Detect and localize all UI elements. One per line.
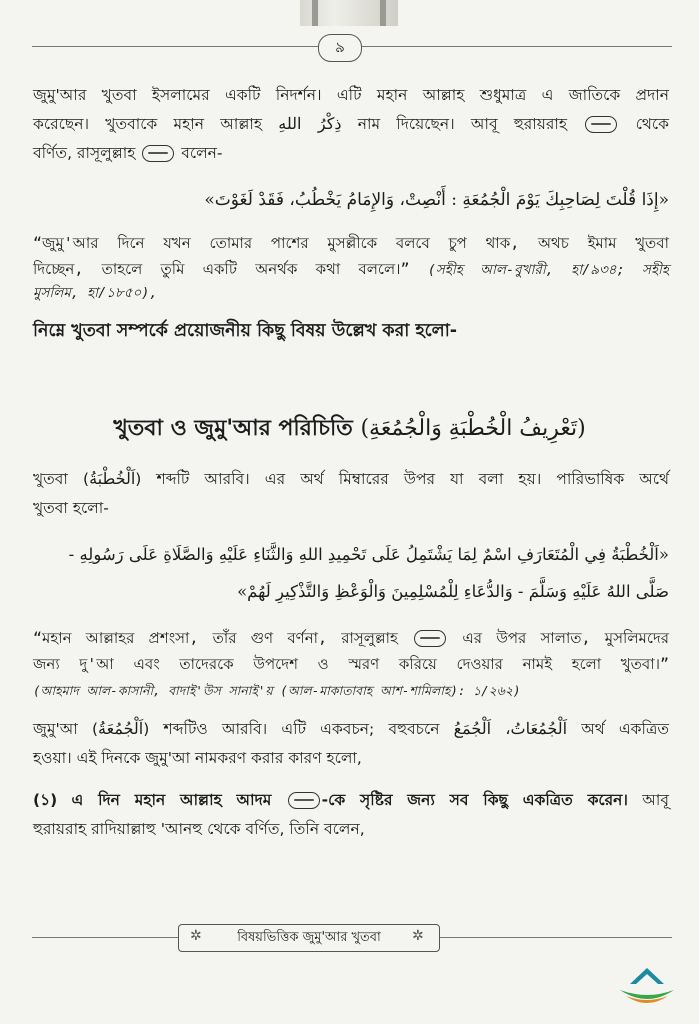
- para1-line1: জুমু'আর খুতবা ইসলামের একটি নিদর্শন। এটি মহান আল্লাহ শুধুমাত্র এ জাতিকে প্রদান: [33, 86, 669, 104]
- point1-line2: হুরায়রাহ রাদিয়াল্লাহু 'আনহু থেকে বর্ণিত, তিনি বলেন,: [33, 820, 365, 838]
- definition-bn-line1-text-b: এর উপর সালাত, মুসলিমদের: [462, 629, 670, 647]
- hadith1-bn-line2: [33, 257, 669, 283]
- section-heading-arabic: (تَعْرِيفُ الْخُطْبَةِ وَالْجُمُعَةِ): [360, 416, 586, 441]
- para3-line1-text-c: অর্থ একত্রিত: [581, 720, 669, 738]
- jumuah-arabic: اَلْجُمُعَةُ: [98, 719, 144, 738]
- para3-line1-text-a: জুমু'আ (: [33, 720, 99, 738]
- para3-line2: হওয়া। এই দিনকে জুমু'আ নামকরণ করার কারণ হলো,: [33, 749, 362, 767]
- footer-ornament-right-icon: ✲: [412, 928, 424, 944]
- footer-ornament-left-icon: ✲: [190, 928, 202, 944]
- hadith1-bn-line2-text: দিচ্ছেন, তাহলে তুমি একটি অনর্থক কথা বললে।”: [33, 260, 410, 278]
- definition-ref: (আহমাদ আল-কাসানী, বাদাই'উস সানাই'য় (আল-মাকাতাবাহ আশ-শামিলাহ): ১/২৬২): [33, 683, 521, 698]
- point1-number: (১): [33, 791, 58, 809]
- hadith1-ref-b: মুসলিম, হা/১৮৫০),: [33, 285, 158, 301]
- section-heading: [0, 412, 699, 446]
- para2-line1-text-a: খুতবা (: [33, 470, 90, 488]
- footer-title-box: [178, 924, 440, 952]
- para3-line1-text-b: ) শব্দটিও আরবি। এটি একবচন; বহুবচনে: [143, 720, 440, 738]
- footer-title: বিষয়ভিত্তিক জুমু'আর খুতবা: [237, 930, 381, 945]
- definition-arabic-line1: «اَلْخُطْبَةُ فِي الْمُتَعَارَفِ اسْمٌ لِمَا يَشْتَمِلُ عَلَى تَحْمِيدِ اللهِ وَالثَّنَاءِ عَلَيْهِ وَالصَّلَاةِ عَلَى رَسُولِهِ -: [68, 545, 669, 564]
- para1-line2-text-a: করেছেন। খুতবাকে মহান আল্লাহ: [33, 115, 263, 133]
- section-heading-bn: খুতবা ও জুমু'আর পরিচিতি: [113, 416, 353, 441]
- para1-line3: [33, 140, 669, 166]
- para1-line3-text-a: বর্ণিত, রাসূলুল্লাহ: [33, 144, 136, 162]
- hadith1-ref-a: (সহীহ আল-বুখারী, হা/৯৩৪; সহীহ: [427, 262, 669, 278]
- point1-line1-text-a: এ দিন মহান আল্লাহ আদম: [71, 791, 272, 809]
- para3-line1: [33, 716, 669, 742]
- dhikr-arabic: ذِكْرُ اللهِ: [278, 114, 342, 133]
- alaihis-salam-seal-icon: [288, 792, 320, 809]
- para1-line3-text-b: বলেন-: [181, 144, 223, 162]
- intro-line: নিম্নে খুতবা সম্পর্কে প্রয়োজনীয় কিছু বিষয় উল্লেখ করা হলো-: [33, 321, 458, 341]
- point1-line1-text-c: আবূ: [642, 791, 669, 809]
- para1-line2-text-c: থেকে: [635, 115, 669, 133]
- hadith1-bn-line1: “জুমু'আর দিনে যখন তোমার পাশের মুসল্লীকে বলবে চুপ থাক, অথচ ইমাম খুতবা: [33, 234, 669, 252]
- definition-bn-line2: জন্য দু'আ এবং তাদেরকে উপদেশ ও স্মরণ করিয়ে দেওয়ার নামই হলো খুতবা।”: [33, 655, 669, 673]
- definition-bn-line1-text-a: “মহান আল্লাহর প্রশংসা, তাঁর গুণ বর্ণনা, রাসূলুল্লাহ: [33, 629, 398, 647]
- para2-line1: [33, 466, 669, 492]
- page-number: ৯: [318, 34, 362, 62]
- hadith1-arabic: «إِذَا قُلْتَ لِصَاحِبِكَ يَوْمَ الْجُمُعَةِ : أَنْصِتْ، وَالإِمَامُ يَخْطُبُ، فَقَدْ لَغَوْتَ»: [204, 190, 669, 210]
- point1-line1: [33, 787, 669, 813]
- publisher-logo-icon: [612, 964, 682, 1010]
- definition-bn-line1: [33, 626, 669, 651]
- sallallahu-seal-icon: [414, 630, 446, 647]
- point1-line1-text-b: -কে সৃষ্টির জন্য সব কিছু একত্রিত করেন।: [321, 791, 628, 809]
- jumuah-plural-arabic: اَلْجُمُعَاتُ، اَلْجُمَعُ: [453, 719, 568, 738]
- radiyallahu-seal-icon: [585, 116, 617, 133]
- para2-line1-text-b: ) শব্দটি আরবি। এর অর্থ মিম্বারের উপর যা বলা হয়। পারিভাষিক অর্থে: [135, 470, 669, 488]
- para2-line2: খুতবা হলো-: [33, 499, 109, 517]
- top-binding-strip: [300, 0, 398, 26]
- khutbah-arabic: اَلْخُطْبَةُ: [89, 469, 136, 488]
- para1-line2-text-b: নাম দিয়েছেন। আবূ হুরায়রাহ: [357, 115, 568, 133]
- definition-arabic-line2: صَلَّى اللهُ عَلَيْهِ وَسَلَّمَ - وَالدُّعَاءِ لِلْمُسْلِمِينَ وَالْوَعْظِ وَالتَّذْكِيرِ لَهُمْ»: [237, 582, 669, 601]
- sallallahu-seal-icon: [142, 145, 174, 162]
- para1-line2: [33, 111, 669, 137]
